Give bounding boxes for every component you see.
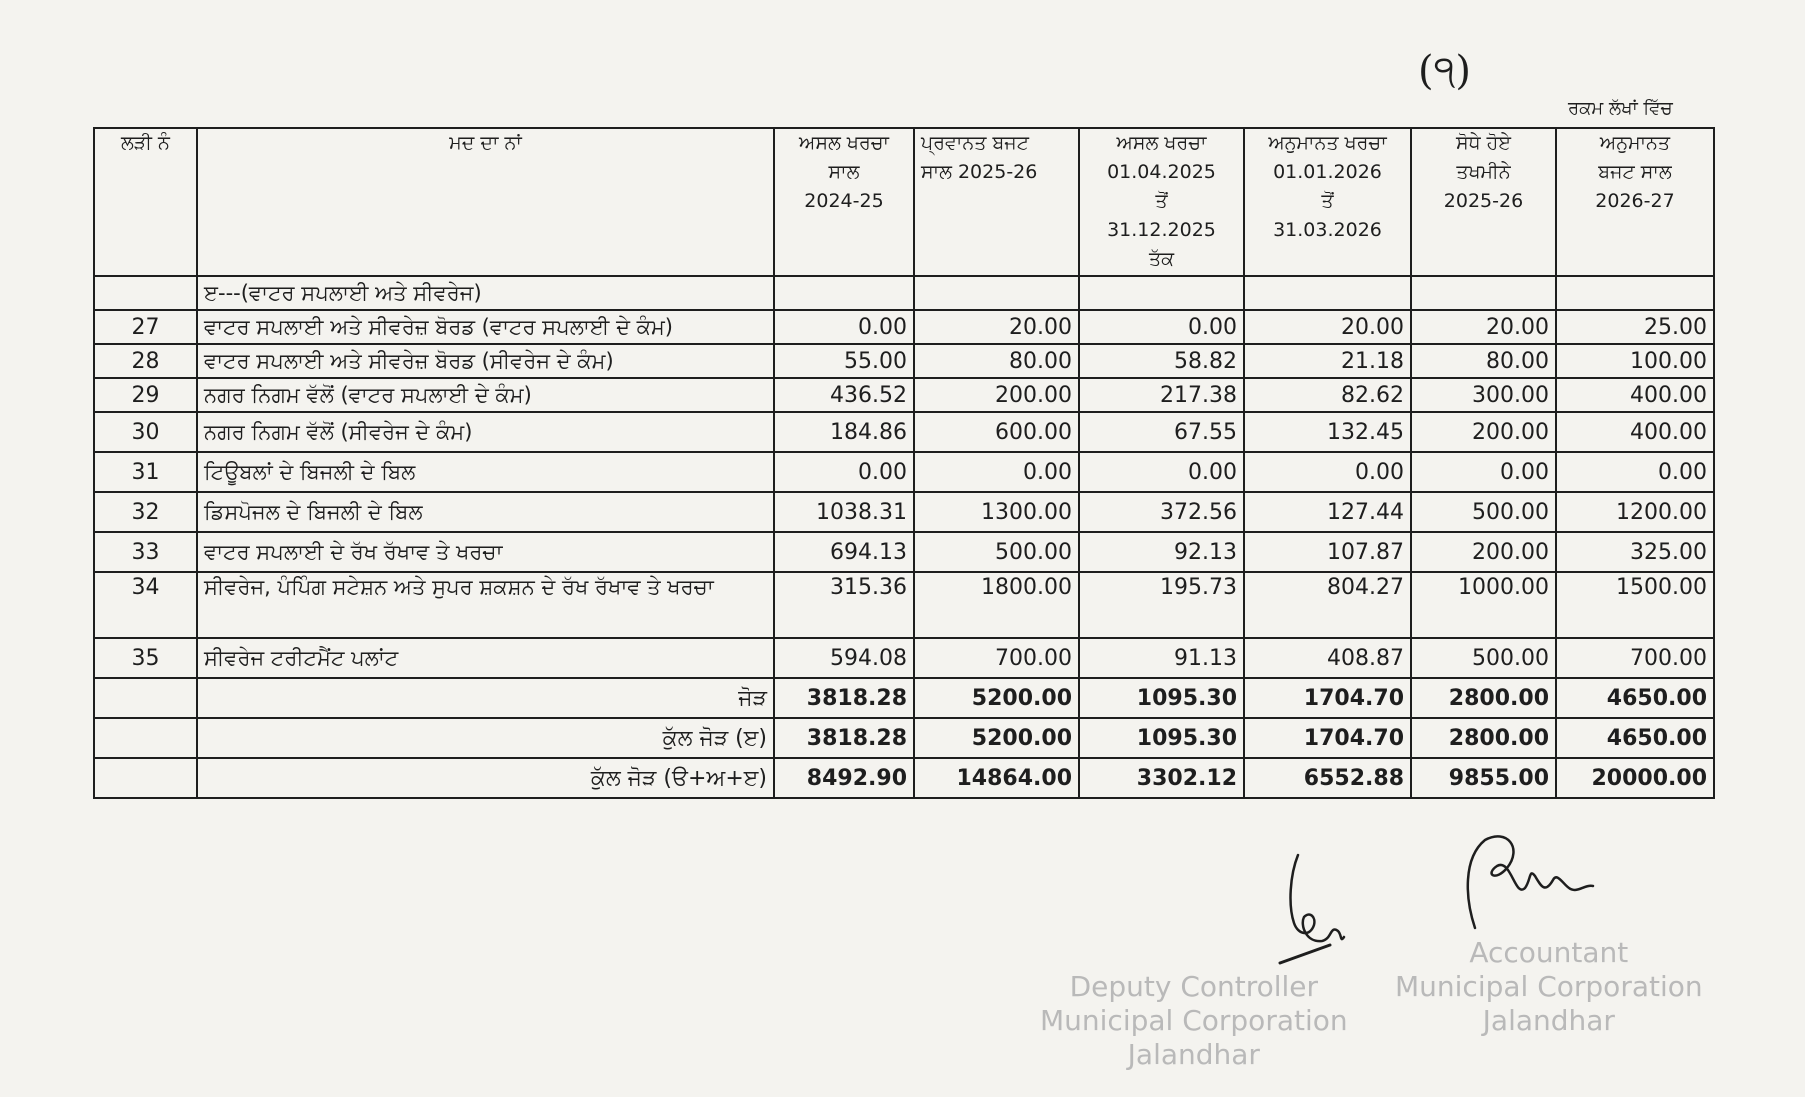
header-serial-number: ਲੜੀ ਨੰ: [94, 128, 197, 276]
value-cell: 80.00: [1411, 344, 1556, 378]
subtotal-row: [94, 678, 1714, 718]
header-actual-apr-dec-2025: ਅਸਲ ਖਰਚਾ 01.04.2025 ਤੋਂ 31.12.2025 ਤੱਕ: [1079, 128, 1244, 276]
header-item-name: ਮਦ ਦਾ ਨਾਂ: [197, 128, 774, 276]
serial-number: 35: [94, 638, 197, 678]
header-estimated-jan-mar-2026: ਅਨੁਮਾਨਤ ਖਰਚਾ 01.01.2026 ਤੋਂ 31.03.2026: [1244, 128, 1411, 276]
value-cell: 372.56: [1079, 492, 1244, 532]
value-cell: 132.45: [1244, 412, 1411, 452]
item-name: ਨਗਰ ਨਿਗਮ ਵੱਲੋਂ (ਵਾਟਰ ਸਪਲਾਈ ਦੇ ਕੰਮ): [197, 378, 774, 412]
page-number: (੧): [1418, 48, 1471, 94]
total-cell: 1704.70: [1244, 718, 1411, 758]
total-cell: 3302.12: [1079, 758, 1244, 798]
table-row: [94, 532, 1714, 572]
section-total-row: [94, 718, 1714, 758]
serial-number: 31: [94, 452, 197, 492]
total-cell: 1095.30: [1079, 678, 1244, 718]
value-cell: 0.00: [1556, 452, 1714, 492]
total-cell: 8492.90: [774, 758, 914, 798]
value-cell: 400.00: [1556, 378, 1714, 412]
header-actual-2024-25: ਅਸਲ ਖਰਚਾ ਸਾਲ 2024-25: [774, 128, 914, 276]
signature-accountant: [1445, 828, 1605, 948]
total-cell: 5200.00: [914, 678, 1079, 718]
table-row: [94, 492, 1714, 532]
item-name: ਸੀਵਰੇਜ, ਪੰਪਿੰਗ ਸਟੇਸ਼ਨ ਅਤੇ ਸੁਪਰ ਸ਼ਕਸ਼ਨ ਦੇ ਰੱਖ ਰੱਖਾਵ ਤੇ ਖਰਚਾ: [197, 572, 774, 638]
value-cell: 21.18: [1244, 344, 1411, 378]
value-cell: 200.00: [914, 378, 1079, 412]
accountant-stamp: Accountant Municipal Corporation Jalandhar: [1395, 936, 1703, 1037]
value-cell: 594.08: [774, 638, 914, 678]
value-cell: 58.82: [1079, 344, 1244, 378]
grand-total-row: [94, 758, 1714, 798]
value-cell: 700.00: [914, 638, 1079, 678]
item-name: ਸੀਵਰੇਜ ਟਰੀਟਮੈਂਟ ਪਲਾਂਟ: [197, 638, 774, 678]
total-cell: 2800.00: [1411, 678, 1556, 718]
value-cell: 1000.00: [1411, 572, 1556, 638]
signature-deputy-controller: [1260, 845, 1380, 975]
value-cell: 67.55: [1079, 412, 1244, 452]
total-cell: 2800.00: [1411, 718, 1556, 758]
value-cell: 0.00: [774, 452, 914, 492]
total-cell: 4650.00: [1556, 718, 1714, 758]
total-cell: 4650.00: [1556, 678, 1714, 718]
value-cell: 20.00: [914, 310, 1079, 344]
value-cell: 436.52: [774, 378, 914, 412]
value-cell: 315.36: [774, 572, 914, 638]
item-name: ਟਿਊਬਲਾਂ ਦੇ ਬਿਜਲੀ ਦੇ ਬਿਲ: [197, 452, 774, 492]
section-title: ੲ---(ਵਾਟਰ ਸਪਲਾਈ ਅਤੇ ਸੀਵਰੇਜ): [197, 276, 774, 310]
table-row: [94, 638, 1714, 678]
item-name: ਨਗਰ ਨਿਗਮ ਵੱਲੋਂ (ਸੀਵਰੇਜ ਦੇ ਕੰਮ): [197, 412, 774, 452]
value-cell: 0.00: [1079, 452, 1244, 492]
serial-number: 30: [94, 412, 197, 452]
unit-note: ਰਕਮ ਲੱਖਾਂ ਵਿੱਚ: [1568, 98, 1673, 119]
header-estimated-budget-2026-27: ਅਨੁਮਾਨਤ ਬਜਟ ਸਾਲ 2026-27: [1556, 128, 1714, 276]
value-cell: 700.00: [1556, 638, 1714, 678]
value-cell: 20.00: [1411, 310, 1556, 344]
value-cell: 82.62: [1244, 378, 1411, 412]
value-cell: 0.00: [774, 310, 914, 344]
value-cell: 80.00: [914, 344, 1079, 378]
total-cell: 9855.00: [1411, 758, 1556, 798]
total-cell: 5200.00: [914, 718, 1079, 758]
value-cell: 500.00: [1411, 638, 1556, 678]
value-cell: 1038.31: [774, 492, 914, 532]
value-cell: 92.13: [1079, 532, 1244, 572]
total-cell: 20000.00: [1556, 758, 1714, 798]
value-cell: 91.13: [1079, 638, 1244, 678]
header-approved-budget-2025-26: ਪ੍ਰਵਾਨਤ ਬਜਟ ਸਾਲ 2025-26: [914, 128, 1079, 276]
table-row: [94, 572, 1714, 638]
value-cell: 127.44: [1244, 492, 1411, 532]
value-cell: 408.87: [1244, 638, 1411, 678]
total-cell: 3818.28: [774, 678, 914, 718]
value-cell: 107.87: [1244, 532, 1411, 572]
value-cell: 0.00: [914, 452, 1079, 492]
table-row: [94, 310, 1714, 344]
value-cell: 1300.00: [914, 492, 1079, 532]
value-cell: 195.73: [1079, 572, 1244, 638]
item-name: ਵਾਟਰ ਸਪਲਾਈ ਅਤੇ ਸੀਵਰੇਜ਼ ਬੋਰਡ (ਸੀਵਰੇਜ ਦੇ ਕੰਮ): [197, 344, 774, 378]
table-row: [94, 412, 1714, 452]
value-cell: 0.00: [1244, 452, 1411, 492]
table-row: [94, 344, 1714, 378]
serial-number: 34: [94, 572, 197, 638]
total-cell: 1095.30: [1079, 718, 1244, 758]
value-cell: 804.27: [1244, 572, 1411, 638]
item-name: ਡਿਸਪੋਜਲ ਦੇ ਬਿਜਲੀ ਦੇ ਬਿਲ: [197, 492, 774, 532]
total-cell: 14864.00: [914, 758, 1079, 798]
serial-number: 27: [94, 310, 197, 344]
value-cell: 1500.00: [1556, 572, 1714, 638]
value-cell: 400.00: [1556, 412, 1714, 452]
value-cell: 1200.00: [1556, 492, 1714, 532]
value-cell: 0.00: [1079, 310, 1244, 344]
serial-number: 29: [94, 378, 197, 412]
value-cell: 325.00: [1556, 532, 1714, 572]
total-cell: 3818.28: [774, 718, 914, 758]
section-row: [94, 276, 1714, 310]
total-label: ਕੁੱਲ ਜੋੜ (ੲ): [197, 718, 774, 758]
item-name: ਵਾਟਰ ਸਪਲਾਈ ਦੇ ਰੱਖ ਰੱਖਾਵ ਤੇ ਖਰਚਾ: [197, 532, 774, 572]
value-cell: 600.00: [914, 412, 1079, 452]
serial-number: 32: [94, 492, 197, 532]
value-cell: 55.00: [774, 344, 914, 378]
item-name: ਵਾਟਰ ਸਪਲਾਈ ਅਤੇ ਸੀਵਰੇਜ਼ ਬੋਰਡ (ਵਾਟਰ ਸਪਲਾਈ ਦੇ ਕੰਮ): [197, 310, 774, 344]
table-row: [94, 378, 1714, 412]
value-cell: 1800.00: [914, 572, 1079, 638]
value-cell: 20.00: [1244, 310, 1411, 344]
header-revised-estimates-2025-26: ਸੋਧੇ ਹੋਏ ਤਖਮੀਨੇ 2025-26: [1411, 128, 1556, 276]
total-label: ਜੋੜ: [197, 678, 774, 718]
value-cell: 500.00: [914, 532, 1079, 572]
total-cell: 1704.70: [1244, 678, 1411, 718]
header-row: [94, 128, 1714, 276]
table-row: [94, 452, 1714, 492]
value-cell: 200.00: [1411, 412, 1556, 452]
deputy-controller-stamp: Deputy Controller Municipal Corporation Jalandhar: [1040, 970, 1348, 1071]
budget-table: [93, 127, 1715, 799]
value-cell: 0.00: [1411, 452, 1556, 492]
serial-number: 28: [94, 344, 197, 378]
serial-number: 33: [94, 532, 197, 572]
value-cell: 300.00: [1411, 378, 1556, 412]
total-cell: 6552.88: [1244, 758, 1411, 798]
value-cell: 217.38: [1079, 378, 1244, 412]
value-cell: 25.00: [1556, 310, 1714, 344]
value-cell: 500.00: [1411, 492, 1556, 532]
total-label: ਕੁੱਲ ਜੋੜ (ੳ+ਅ+ੲ): [197, 758, 774, 798]
value-cell: 200.00: [1411, 532, 1556, 572]
value-cell: 100.00: [1556, 344, 1714, 378]
value-cell: 184.86: [774, 412, 914, 452]
value-cell: 694.13: [774, 532, 914, 572]
